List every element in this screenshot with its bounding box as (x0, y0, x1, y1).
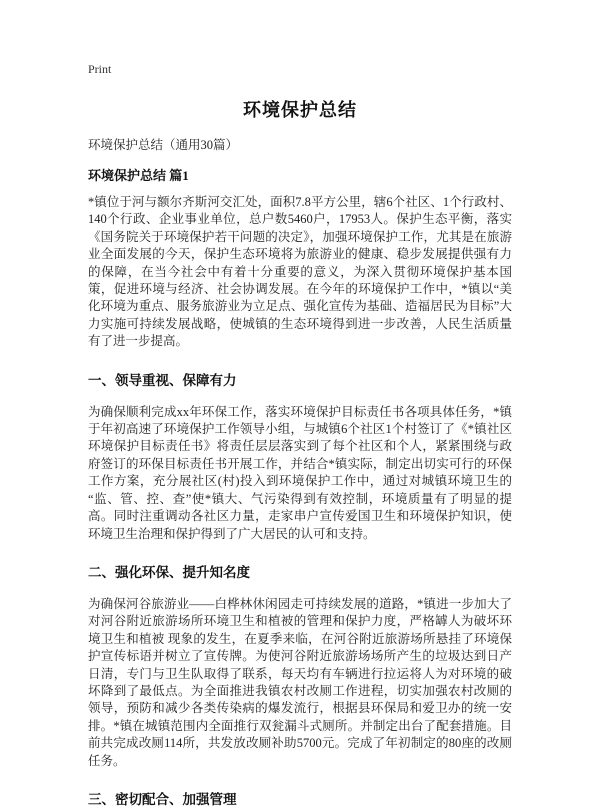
section-2-body: 为确保河谷旅游业——白桦林休闲园走可持续发展的道路，*镇进一步加大了对河谷附近旅游场所环境卫生和植被的管理和保护力度，严格罅人为破坏环境卫生和植被 现象的发生，在夏季来临，在河谷附近旅游场所悬挂了环境保护宣传标语并树立了宣传牌。为使河谷附近旅游场场所产生的垃圾达到日产日清，专门与卫生队取得了联系，每天均有车辆进行拉运将人为对环境的破坏降到了最低点。为全面推进我镇农村改厕工作进程，切实加强农村改厕的领导，预防和减少各类传染病的爆发流行，根据县环保局和爱卫办的统一安排。*镇在城镇范围内全面推行双瓮漏斗式厕所。并制定出台了配套措施。目前共完成改厕114所，共发放改厕补助5700元。完成了年初制定的80座的改厕任务。 (88, 596, 512, 768)
part-heading: 环境保护总结 篇1 (88, 168, 189, 183)
print-link[interactable]: Print (88, 62, 112, 76)
intro-paragraph: *镇位于河与额尔齐斯河交汇处，面积7.8平方公里，辖6个社区、1个行政村、140个行政、企业事业单位，总户数5460户，17953人。保护生态平衡，落实《国务院关于环境保护若干问题的决定》，加强环境保护工作，尤其是在旅游业全面发展的今天，保护生态环境将为旅游业的健康、稳步发展提供强有力的保障，在当今社会中有着十分重要的意义，为深入贯彻环境保护基本国策，促进环境与经济、社会协调发展。在今年的环境保护工作中，*镇以“美化环境为重点、服务旅游业为立足点、强化宣传为基础、造福居民为目标”大力实施可持续发展战略，使城镇的生态环境得到进一步改善，人民生活质量有了进一步提高。 (88, 195, 512, 349)
page-title: 环境保护总结 (243, 100, 357, 120)
section-1-body: 为确保顺利完成xx年环保工作，落实环境保护目标责任书各项具体任务，*镇于年初高速了环境保护工作领导小组，与城镇6个社区1个村签订了《*镇社区环境保护目标责任书》将责任层层落实到了每个社区和个人，紧紧围绕与政府签订的环保目标责任书开展工作，并结合*镇实际，制定出切实可行的环保工作方案，充分展社区(村)投入到环境保护工作中，通过对城镇环境卫生的“监、管、控、查”使*镇大、气污染得到有效控制，环境质量有了明显的提高。同时注重调动各社区力量，走家串户宣传爱国卫生和环境保护知识，使环境卫生治理和保护得到了广大居民的认可和支持。 (88, 404, 512, 541)
section-1-heading: 一、领导重视、保障有力 (88, 372, 237, 388)
document-subtitle: 环境保护总结（通用30篇） (88, 138, 239, 152)
section-3-heading: 三、密切配合、加强管理 (88, 791, 237, 807)
section-2-heading: 二、强化环保、提升知名度 (88, 564, 250, 580)
